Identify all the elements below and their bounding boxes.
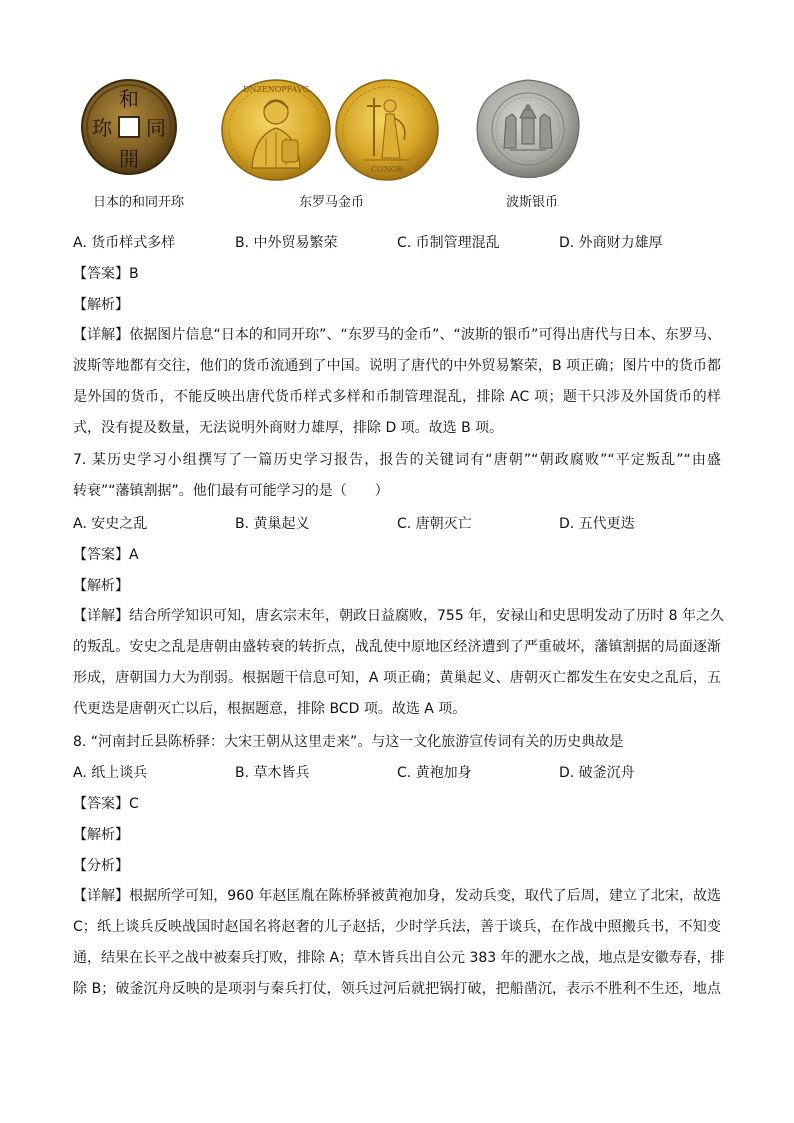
- q6-analysis-label: 【解析】: [73, 297, 129, 313]
- coin-char-right: 同: [146, 116, 166, 140]
- q8-option-c: C. 黄袍加身: [397, 765, 472, 781]
- q8-analysis-label: 【解析】: [73, 827, 129, 843]
- q7-stem: [73, 445, 721, 507]
- q8-option-d: D. 破釜沉舟: [559, 765, 635, 781]
- q6-detail-line-1: 【详解】依据图片信息“日本的和同开珎”、“东罗马的金币”、“波斯的银币”可得出唐代与日本、东罗马、: [73, 327, 721, 343]
- q6-detail-line-3: 是外国的货币，不能反映出唐代货币样式多样和币制管理混乱，排除 AC 项；题干只涉及外国货币的样: [73, 389, 721, 405]
- q6-option-d: D. 外商财力雄厚: [559, 235, 663, 251]
- q7-detail-line-3: 形成，唐朝国力大为削弱。根据题干信息可知，A 项正确；黄巢起义、唐朝灭亡都发生在安史之乱后，五: [73, 670, 721, 686]
- q6-option-c: C. 币制管理混乱: [397, 235, 500, 251]
- q7-option-c: C. 唐朝灭亡: [397, 516, 472, 532]
- persian-silver-coin-image: [474, 78, 582, 180]
- q8-stem: 8. “河南封丘县陈桥驿：大宋王朝从这里走来”。与这一文化旅游宣传词有关的历史典故是: [73, 734, 624, 750]
- q7-option-d: D. 五代更迭: [559, 516, 635, 532]
- svg-text:CONOB: CONOB: [370, 165, 404, 174]
- q6-detail-line-4: 式，没有提及数量，无法说明外商财力雄厚，排除 D 项。故选 B 项。: [73, 420, 504, 436]
- q8-option-a: A. 纸上谈兵: [73, 765, 148, 781]
- q8-detail: [73, 881, 725, 1005]
- q7-answer: 【答案】A: [73, 547, 139, 563]
- q6-option-a: A. 货币样式多样: [73, 235, 176, 251]
- q8-detail-line-4: 除 B；破釜沉舟反映的是项羽与秦兵打仗，领兵过河后就把锅打破，把船凿沉，表示不胜利不生还，地点: [73, 981, 721, 997]
- q6-detail: [73, 320, 721, 444]
- coin-figure: [0, 78, 794, 216]
- q8-detail-line-2: C；纸上谈兵反映战国时赵国名将赵奢的儿子赵括，少时学兵法，善于谈兵，在作战中照搬兵书，不知变: [73, 919, 721, 935]
- q7-analysis-label: 【解析】: [73, 578, 129, 594]
- byzantine-gold-coin-reverse: [334, 78, 440, 182]
- q8-answer: 【答案】C: [73, 796, 139, 812]
- q7-stem-line-2: 转衰”“藩镇割据”。他们最有可能学习的是（ ）: [73, 483, 389, 499]
- q6-answer: 【答案】B: [73, 266, 139, 282]
- q7-detail: [73, 601, 724, 725]
- caption-persian-coin: 波斯银币: [506, 195, 559, 210]
- caption-japan-coin: 日本的和同开珎: [93, 195, 185, 210]
- q7-stem-line-1: 7. 某历史学习小组撰写了一篇历史学习报告，报告的关键词有“唐朝”“朝政腐败”“平定叛乱”“由盛: [73, 452, 721, 468]
- q7-option-b: B. 黄巢起义: [235, 516, 310, 532]
- q8-fenxi-label: 【分析】: [73, 858, 129, 874]
- q8-option-b: B. 草木皆兵: [235, 765, 310, 781]
- q7-detail-line-1: 【详解】结合所学知识可知，唐玄宗末年，朝政日益腐败，755 年，安禄山和史思明发动了历时 8 年之久: [73, 608, 724, 624]
- caption-byzantine-coin: 东罗马金币: [299, 195, 365, 210]
- q8-detail-line-1: 【详解】根据所学可知，960 年赵匡胤在陈桥驿被黄袍加身，发动兵变，取代了后周，建立了北宋，故选: [73, 888, 721, 904]
- q7-option-a: A. 安史之乱: [73, 516, 148, 532]
- coin-char-bottom: 開: [119, 147, 139, 171]
- coin-char-left: 珎: [92, 116, 112, 140]
- svg-text:DNZENOPFAVG: DNZENOPFAVG: [242, 85, 310, 94]
- coin-char-top: 和: [119, 87, 139, 111]
- q7-detail-line-4: 代更迭是唐朝灭亡以后，根据题意，排除 BCD 项。故选 A 项。: [73, 701, 467, 717]
- q7-detail-line-2: 的叛乱。安史之乱是唐朝由盛转衰的转折点，战乱使中原地区经济遭到了严重破坏，藩镇割据的局面逐渐: [73, 639, 721, 655]
- japanese-coin-image: [80, 78, 178, 176]
- q8-detail-line-3: 通，结果在长平之战中被秦兵打败，排除 A；草木皆兵出自公元 383 年的淝水之战，地点是安徽寿春，排: [73, 950, 725, 966]
- q6-option-b: B. 中外贸易繁荣: [235, 235, 338, 251]
- q6-detail-line-2: 波斯等地都有交往，他们的货币流通到了中国。说明了唐代的中外贸易繁荣，B 项正确；图片中的货币都: [73, 358, 721, 374]
- byzantine-gold-coin-obverse: [220, 78, 332, 182]
